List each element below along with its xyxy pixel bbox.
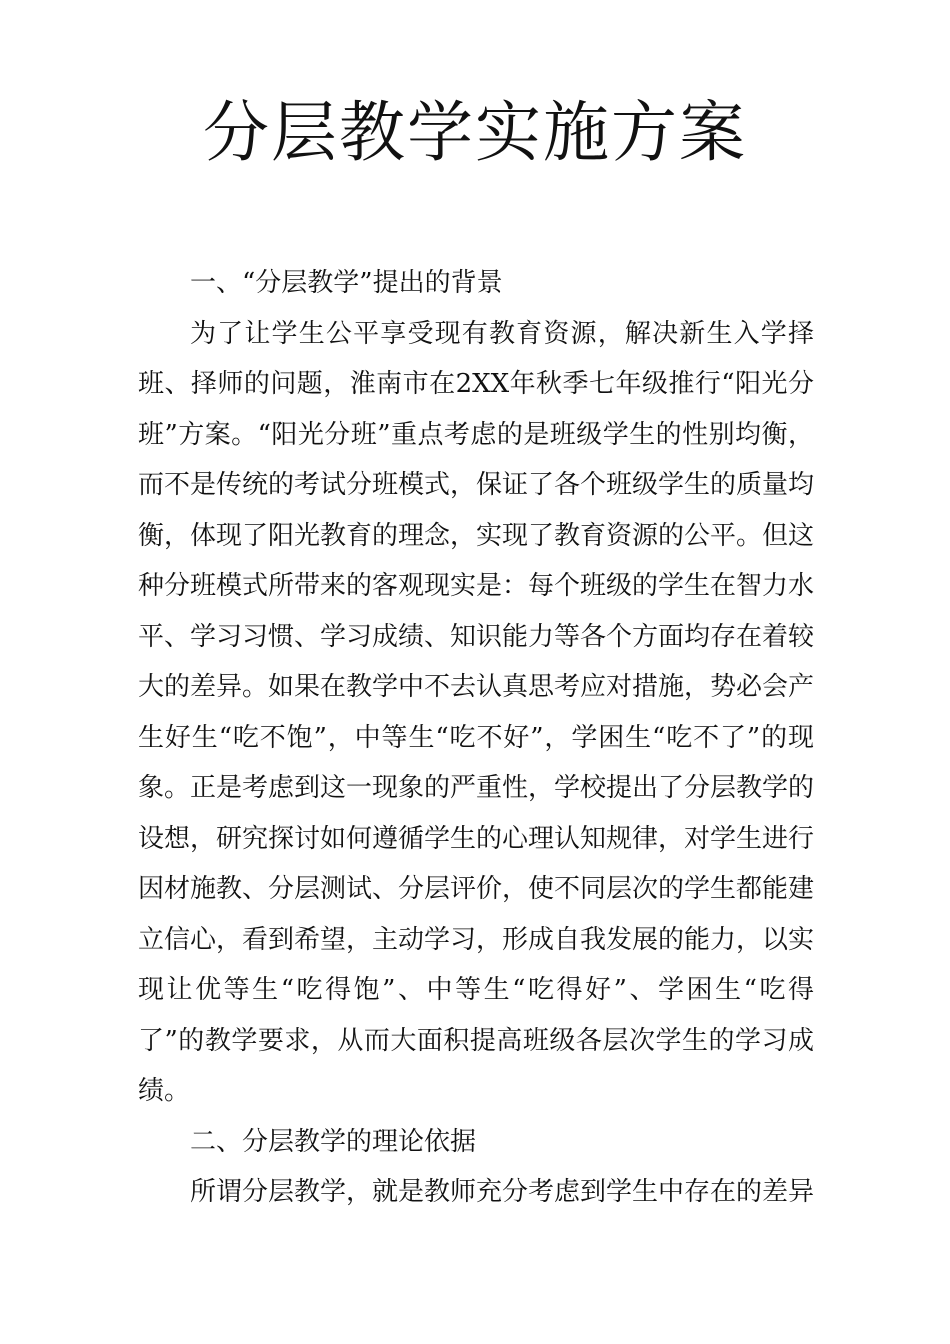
section-paragraph-theory: 所谓分层教学，就是教师充分考虑到学生中存在的差异	[190, 1177, 815, 1207]
document-body	[138, 258, 814, 1218]
document-title: 分层教学实施方案	[203, 94, 747, 171]
section-paragraph-background: 为了让学生公平享受现有教育资源，解决新生入学择班、择师的问题，淮南市在2XX年秋季七年级推行“阳光分班”方案。“阳光分班”重点考虑的是班级学生的性别均衡，而不是传统的考试分班模式，保证了各个班级学生的质量均衡，体现了阳光教育的理念，实现了教育资源的公平。但这种分班模式所带来的客观现实是：每个班级的学生在智力水平、学习习惯、学习成绩、知识能力等各个方面均存在着较大的差异。如果在教学中不去认真思考应对措施，势必会产生好生“吃不饱”，中等生“吃不好”，学困生“吃不了”的现象。正是考虑到这一现象的严重性，学校提出了分层教学的设想，研究探讨如何遵循学生的心理认知规律，对学生进行因材施教、分层测试、分层评价，使不同层次的学生都能建立信心，看到希望，主动学习，形成自我发展的能力，以实现让优等生“吃得饱”、中等生“吃得好”、学困生“吃得了”的教学要求，从而大面积提高班级各层次学生的学习成绩。	[138, 318, 815, 1106]
section-heading-background: 一、“分层教学”提出的背景	[190, 268, 503, 298]
section-heading-theory: 二、分层教学的理论依据	[190, 1126, 477, 1157]
